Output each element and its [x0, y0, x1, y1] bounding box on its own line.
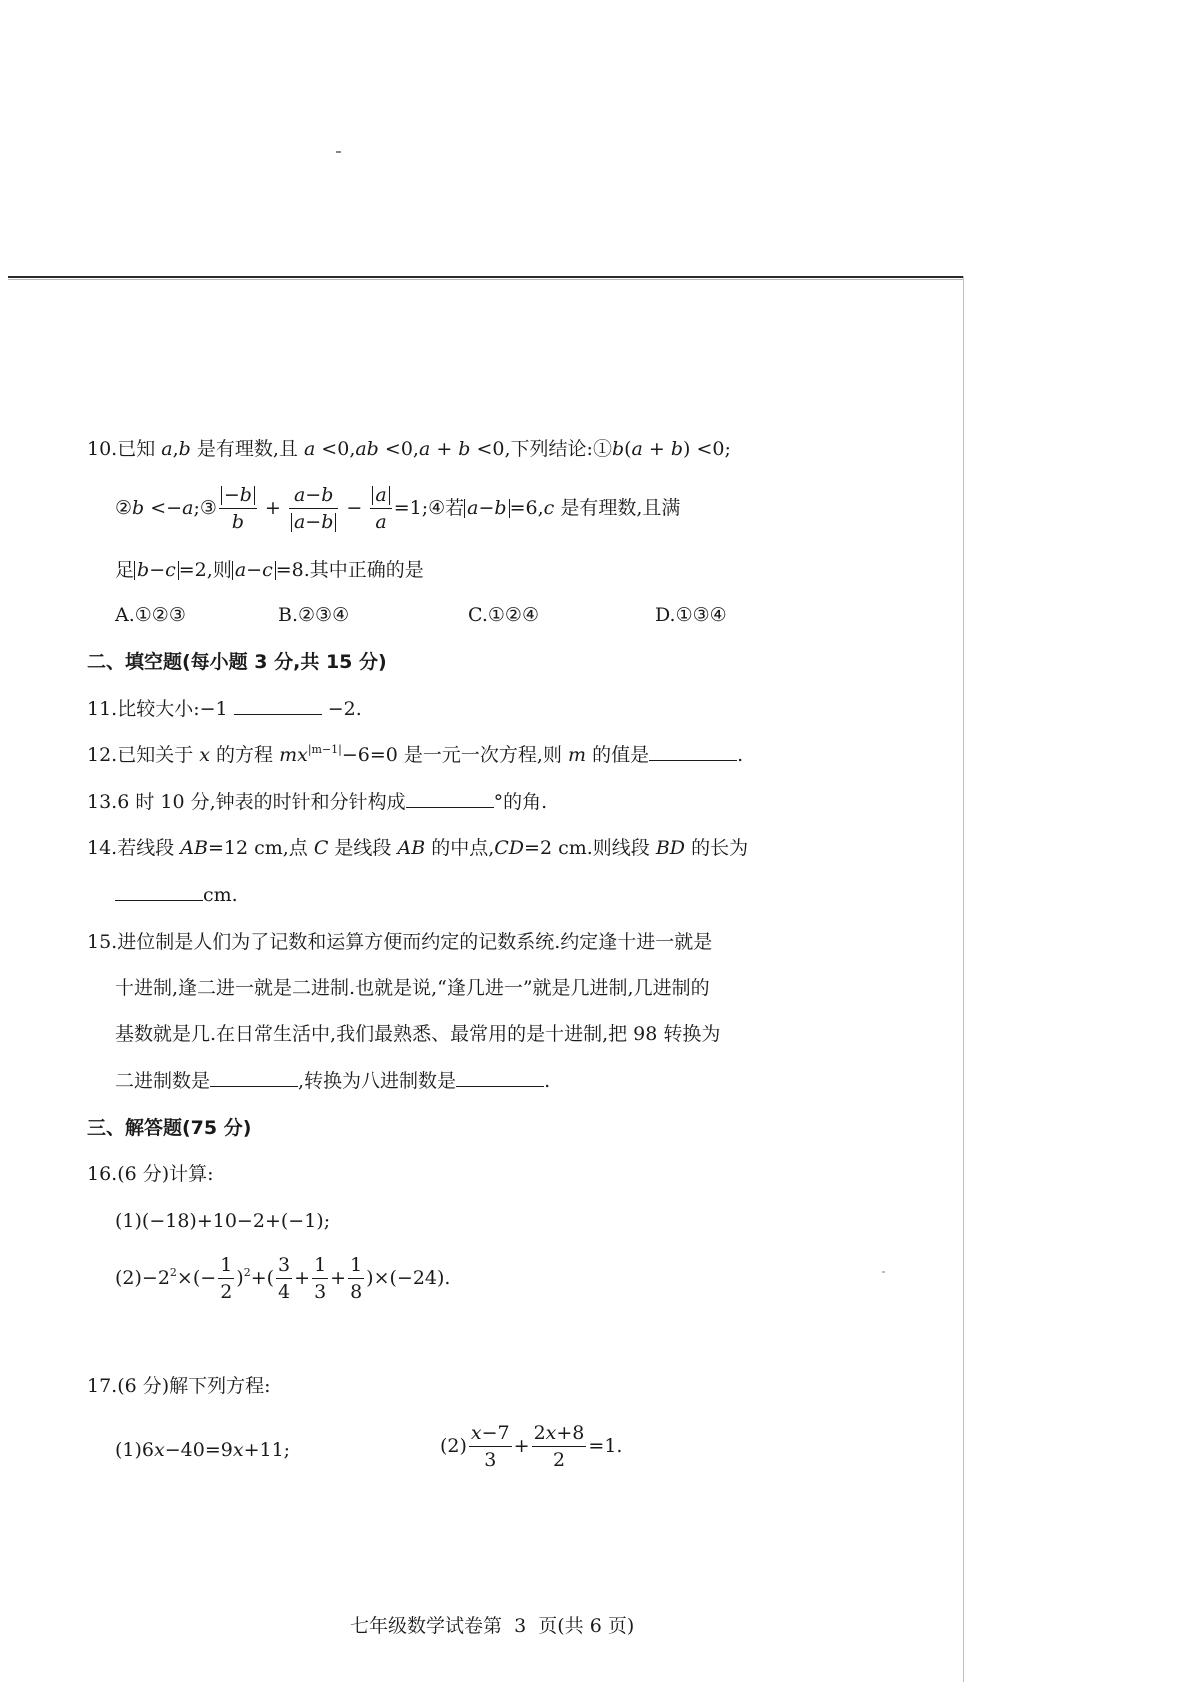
- q14-line-1: 14.若线段 AB=12 cm,点 C 是线段 AB 的中点,CD=2 cm.则线段 BD 的长为: [87, 837, 749, 859]
- q16-part-2: $(2)-2^2\times(-$ $\frac{1}{2}$ )$^2$+( $\frac{3}{4}$ + $\frac{1}{3}$ + $\frac{1}{8}$ )×(−24).: [115, 1254, 451, 1303]
- q15-line-3: 基数就是几.在日常生活中,我们最熟悉、最常用的是十进制,把 98 转换为: [115, 1023, 721, 1045]
- fraction-x-minus-7-over-3: $\frac{x-7}{3}$: [470, 1422, 510, 1471]
- q10-line-1: 10.已知 a,b 是有理数,且 a <0,ab <0,a + b <0,下列结论:①b(a + b) <0;: [87, 438, 731, 460]
- q15-line-1: 15.进位制是人们为了记数和运算方便而约定的记数系统.约定逢十进一就是: [87, 931, 713, 953]
- page-top-edge-shadow: [8, 279, 963, 280]
- question-11: 11.比较大小:−1 −2.: [87, 698, 362, 720]
- q15-line-4: 二进制数是 ,转换为八进制数是 .: [115, 1070, 551, 1092]
- fraction-one-third: $\frac{1}{3}$: [314, 1254, 327, 1303]
- plus-sign: +: [258, 497, 287, 519]
- absolute-value: a−b: [464, 499, 509, 518]
- absolute-value: b−c: [134, 561, 179, 580]
- answer-blank: [234, 713, 322, 715]
- q10-line-3: 足 b−c =2,则 a−c =8.其中正确的是: [115, 559, 424, 581]
- q14-line-2: cm.: [115, 886, 238, 905]
- question-13: 13.6 时 10 分,钟表的时针和分针构成 °的角.: [87, 791, 548, 813]
- q17-part-2: (2) $\frac{x-7}{3}$ + $\frac{2x+8}{2}$ =1.: [440, 1422, 623, 1471]
- q17-title: 17.(6 分)解下列方程:: [87, 1375, 271, 1397]
- answer-blank: [649, 759, 737, 761]
- fraction-abs-a-over-a: $\frac{a}{a}$: [370, 486, 391, 532]
- option-c: C.①②④: [468, 604, 539, 626]
- answer-blank: [115, 899, 203, 901]
- fraction-three-quarters: $\frac{3}{4}$: [278, 1254, 291, 1303]
- fraction-2x-plus-8-over-2: $\frac{2x+8}{2}$: [533, 1422, 585, 1471]
- exponent: |m−1|: [307, 743, 342, 756]
- q16-title: 16.(6 分)计算:: [87, 1163, 214, 1185]
- scan-speck: [336, 151, 341, 153]
- q17-part-1: (1)6x−40=9x+11;: [115, 1439, 291, 1461]
- answer-blank: [210, 1085, 298, 1087]
- answer-blank: [406, 806, 494, 808]
- option-a: A.①②③: [115, 604, 186, 626]
- option-b: B.②③④: [278, 604, 350, 626]
- answer-blank: [456, 1085, 544, 1087]
- fraction-one-half: $\frac{1}{2}$: [220, 1254, 233, 1303]
- option-d: D.①③④: [655, 604, 727, 626]
- minus-sign: −: [340, 497, 369, 519]
- section-answer-title: 三、解答题(75 分): [87, 1117, 252, 1139]
- page-footer: 七年级数学试卷第 3 页(共 6 页): [350, 1615, 635, 1637]
- section-fill-in-title: 二、填空题(每小题 3 分,共 15 分): [87, 651, 387, 673]
- page-top-edge: [8, 276, 963, 278]
- absolute-value: a: [372, 486, 389, 505]
- absolute-value: a−b: [291, 513, 336, 532]
- q15-line-2: 十进制,逢二进一就是二进制.也就是说,“逢几进一”就是几进制,几进制的: [115, 977, 710, 999]
- q16-part-1: (1)(−18)+10−2+(−1);: [115, 1210, 331, 1232]
- question-12: 12.已知关于 x 的方程 $mx^{|m-1|}-6=0$ 是一元一次方程,则 m 的值是 .: [87, 743, 744, 766]
- fraction-a-minus-b-over-abs: $\frac{a-b}{a-b}$: [289, 486, 338, 532]
- q10-line-2: ②b <−a;③ $\frac{-b}{b}$ + $\frac{a-b}{a-b}$ − $\frac{a}{a}$ =1;④若 a−b =6,c 是有理数,且满: [115, 484, 681, 533]
- fraction-abs-neg-b-over-b: $\frac{-b}{b}$: [219, 486, 257, 532]
- fraction-one-eighth: $\frac{1}{8}$: [350, 1254, 363, 1303]
- absolute-value: a−c: [232, 561, 276, 580]
- absolute-value: −b: [221, 486, 255, 505]
